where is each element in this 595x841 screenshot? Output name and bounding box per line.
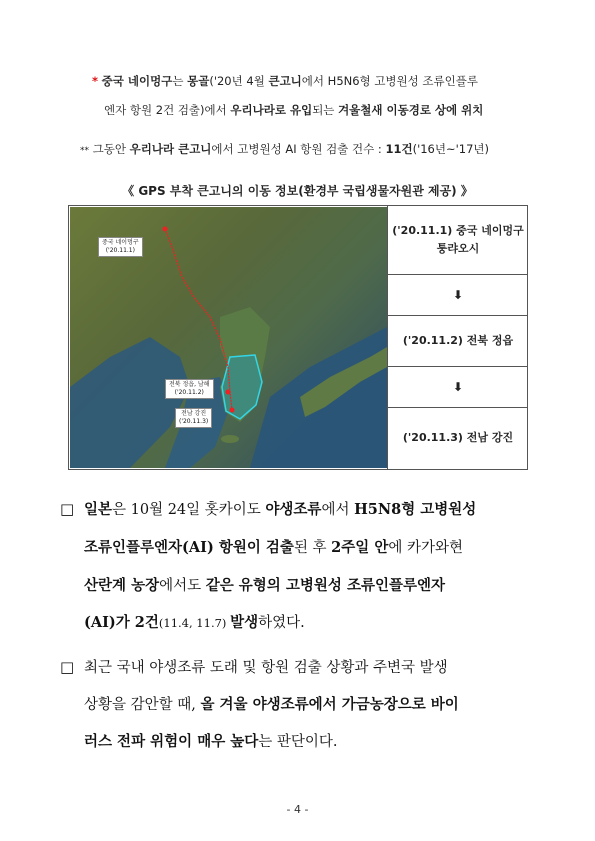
para2-line3: 러스 전파 위험이 매우 높다는 판단이다. <box>84 733 338 750</box>
para2-line2: 상황을 감안할 때, 올 겨울 야생조류에서 가금농장으로 바이 <box>84 696 459 713</box>
para1-line2: 조류인플루엔자(AI) 항원이 검출된 후 2주일 안에 카가와현 <box>84 539 463 556</box>
route-arrow-1: ⬇ <box>388 274 528 316</box>
page-number: - 4 - <box>286 803 309 816</box>
para1-line1: 일본은 10월 24일 홋카이도 야생조류에서 H5N8형 고병원성 <box>84 501 477 518</box>
bullet-box-2: □ <box>60 658 75 676</box>
route-step-3: ('20.11.3) 전남 강진 <box>402 431 514 444</box>
route-step-1: ('20.11.1) 중국 네이멍구 퉁랴오시 <box>388 206 528 275</box>
footnote-1-cont: 엔자 항원 2건 검출)에서 우리나라로 유입되는 겨울철새 이동경로 상에 위치 <box>104 103 484 117</box>
paragraph-2 <box>60 656 540 756</box>
figure-caption: 《 GPS 부착 큰고니의 이동 정보(환경부 국립생물자원관 제공) 》 <box>122 184 473 198</box>
para1-line4: (AI)가 2건(11.4, 11.7) 발생하였다. <box>84 614 305 631</box>
bullet-box-1: □ <box>60 500 75 518</box>
footnote-2: ** 그동안 우리나라 큰고니에서 고병원성 AI 항원 검출 건수 : 11건('16년~'17년) <box>80 142 489 156</box>
route-arrow-2: ⬇ <box>388 366 528 408</box>
para2-line1: 최근 국내 야생조류 도래 및 항원 검출 상황과 주변국 발생 <box>84 660 448 676</box>
paragraph-1 <box>60 498 540 638</box>
para1-line3: 산란계 농장에서도 같은 유형의 고병원성 조류인플루엔자 <box>84 577 445 594</box>
route-step-2: ('20.11.2) 전북 정읍 <box>388 315 528 367</box>
map-label-end: 전남 강진 ('20.11.3) <box>175 408 212 428</box>
map-label-stop: 전북 정읍, 남해 ('20.11.2) <box>165 379 214 399</box>
footnote-1: * 중국 네이멍구는 몽골('20년 4월 큰고니에서 H5N6형 고병원성 조류인플루 <box>92 74 478 88</box>
satellite-map <box>70 207 387 468</box>
route-steps <box>387 206 528 469</box>
figure-box <box>68 205 528 470</box>
map-label-start: 중국 네이멍구 ('20.11.1) <box>98 237 143 257</box>
